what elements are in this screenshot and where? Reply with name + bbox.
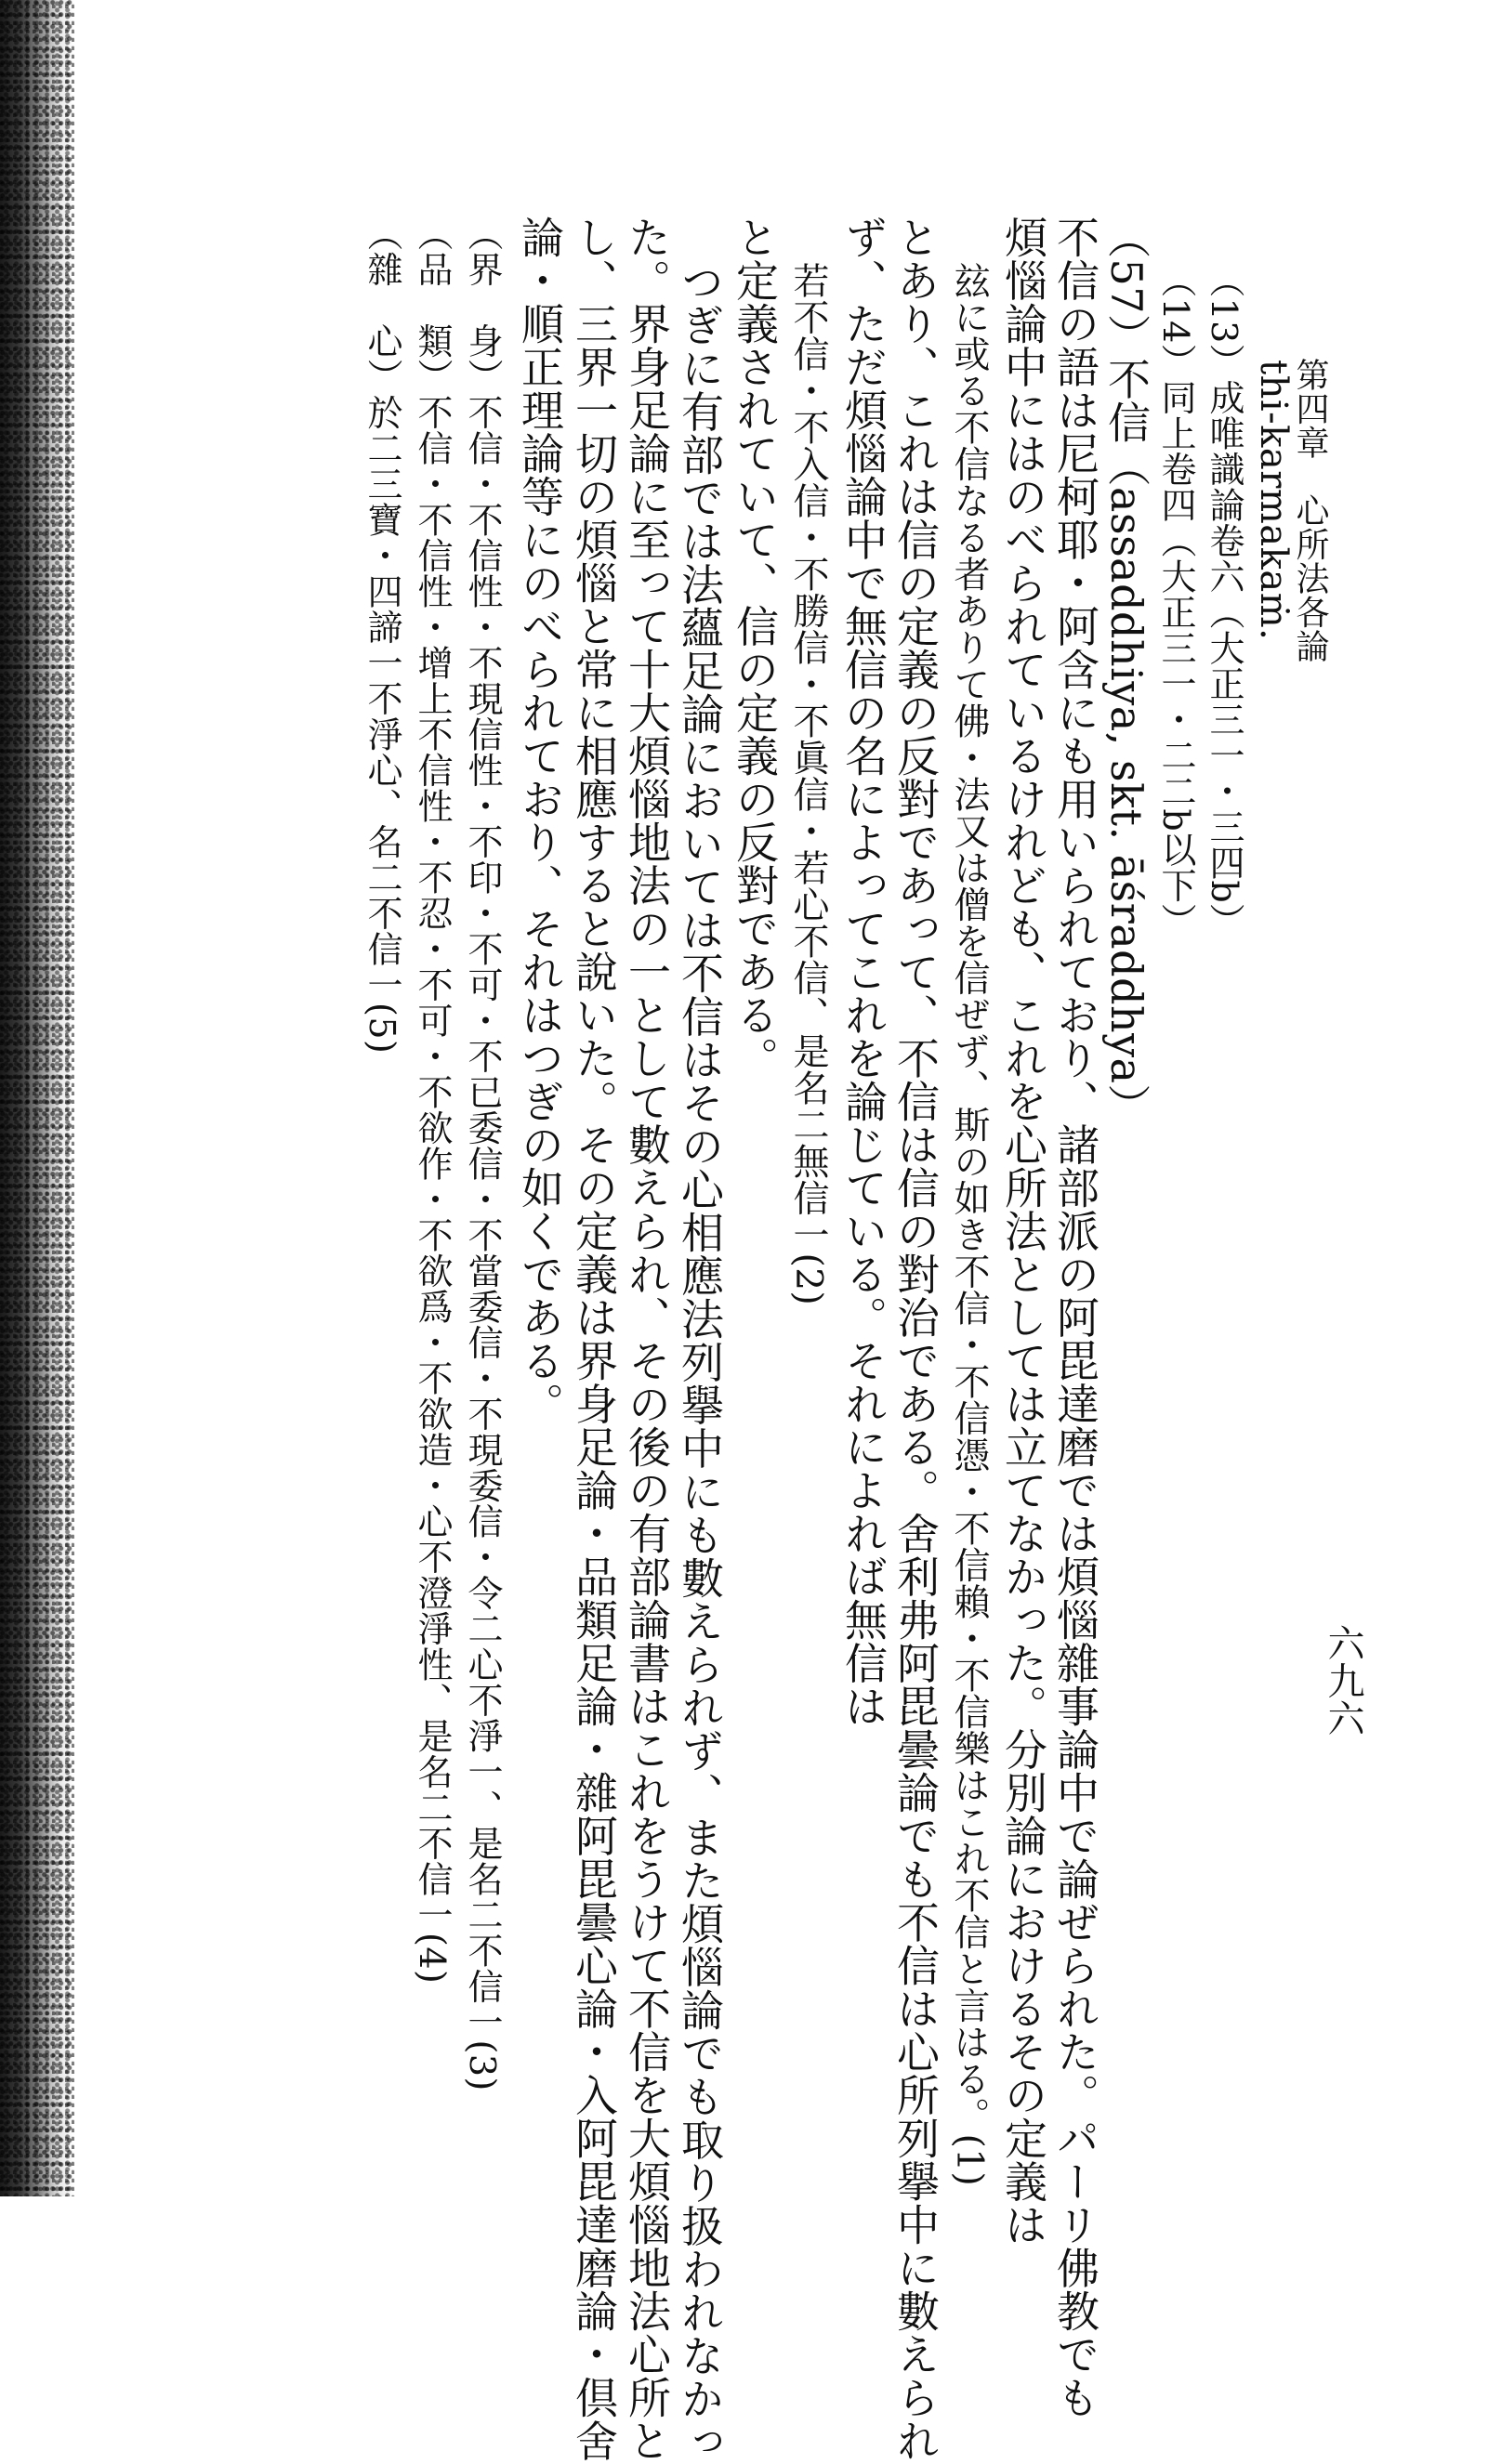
- running-head: 第四章 心所法各論: [1291, 358, 1329, 663]
- body-column: と定義されていて、信の定義の反對である。: [730, 216, 780, 1080]
- body-column: 論・順正理論等にのべられており、それはつぎの如くである。: [515, 216, 565, 1425]
- quotation-column: 玆に或る不信なる者ありて佛・法又は僧を信ぜず、斯の如き不信・不信憑・不信賴・不信樂はこれ不信と言はる。(1): [948, 262, 990, 2187]
- quotation-column: 若不信・不入信・不勝信・不眞信・若心不信、是名二無信一(2): [787, 262, 829, 1306]
- page-number: 六九六: [1322, 1624, 1364, 1737]
- body-column: つぎに有部では法蘊足論においては不信はその心相應法列擧中にも數えられず、また煩惱論でも取り扱われなかっ: [675, 260, 725, 2464]
- body-column: とあり、これは信の定義の反對であって、不信は信の對治である。舍利弗阿毘曇論でも不信は心所列擧中に數えられ: [890, 216, 941, 2462]
- citation-line: （品 類）不信・不信性・增上不信性・不忍・不可・不欲作・不欲爲・不欲造・心不澄淨性、是名二不信一(4): [412, 216, 453, 1985]
- citation-line: （界 身）不信・不信性・不現信性・不印・不可・不已委信・不當委信・不現委信・令二心不淨一、是名二不信一(3): [462, 216, 503, 2091]
- footnote-14: （14）同上卷四（大正三一・二二b以下）: [1155, 262, 1196, 939]
- body-column: た。界身足論に至って十大煩惱地法の一として數えられ、その後の有部論書はこれをうけて不信を大煩惱地法心所と: [622, 216, 672, 2462]
- body-column: 煩惱論中にはのべられているけれども、これを心所法としては立てなかった。分別論におけるその定義は: [998, 216, 1048, 2247]
- footnote-13: （13）成唯識論卷六（大正三一・三四b）: [1204, 262, 1244, 939]
- scanner-edge: [0, 0, 74, 2196]
- section-heading-57: （57）不信（assaddhiya, skt. āśraddhya）: [1101, 216, 1152, 1128]
- body-column: 不信の語は尼柯耶・阿含にも用いられており、諸部派の阿毘達磨では煩惱雜事論中で論ぜられた。パーリ佛教でも: [1050, 216, 1100, 2419]
- body-column: し、三界一切の煩惱と常に相應すると說いた。その定義は界身足論・品類足論・雜阿毘曇心論・入阿毘達磨論・倶舍: [569, 216, 619, 2462]
- body-column: ず、ただ煩惱論中で無信の名によってこれを論じている。それによれば無信は: [838, 216, 889, 1728]
- text-column: thi-karmakaṁ.: [1252, 360, 1295, 641]
- citation-line: （雜 心）於二三寶・四諦一不淨心、名二不信一(5): [362, 216, 402, 1055]
